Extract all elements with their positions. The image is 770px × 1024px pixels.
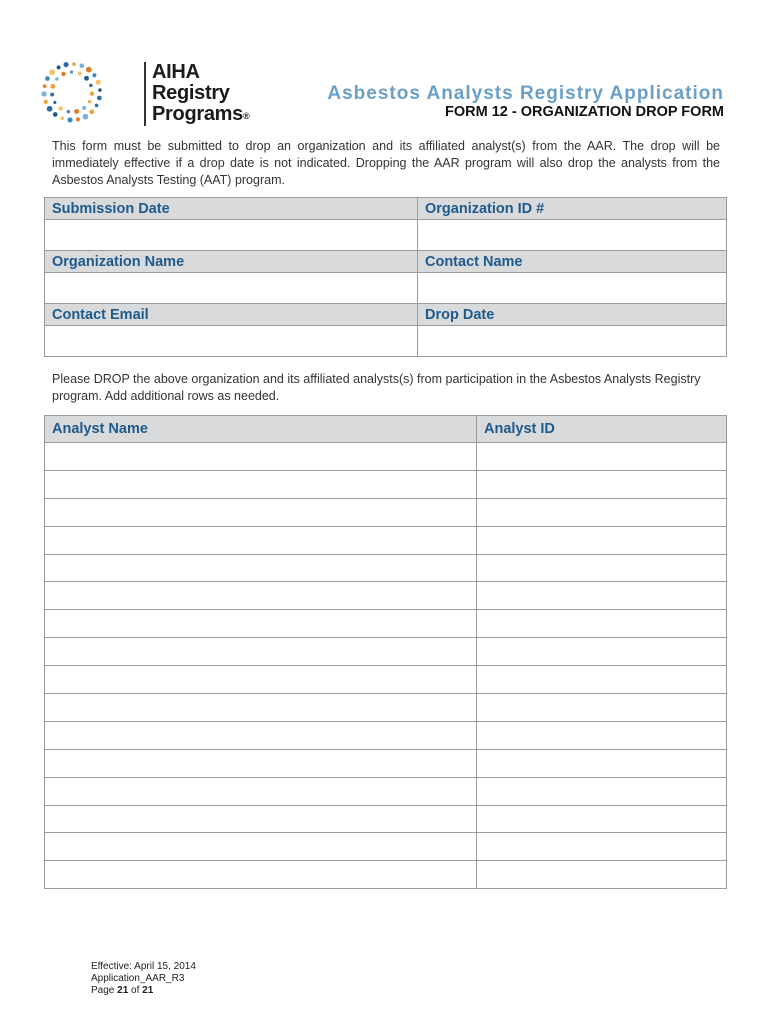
logo-dot — [89, 109, 94, 114]
contact-name-field[interactable] — [418, 273, 727, 304]
table-row — [45, 666, 727, 694]
analyst-id-cell[interactable] — [477, 805, 727, 833]
analyst-name-cell[interactable] — [45, 749, 477, 777]
logo-wordmark — [152, 62, 249, 125]
logo-dot — [53, 112, 58, 117]
analyst-name-cell[interactable] — [45, 833, 477, 861]
analyst-rows — [45, 443, 727, 889]
table-row — [45, 833, 727, 861]
table-row — [45, 777, 727, 805]
analyst-id-cell[interactable] — [477, 721, 727, 749]
table-row — [45, 694, 727, 722]
analyst-id-cell[interactable] — [477, 861, 727, 889]
logo-dot — [43, 84, 47, 88]
logo-dot — [82, 106, 86, 110]
analyst-name-cell[interactable] — [45, 861, 477, 889]
logo-dot — [97, 96, 102, 101]
organization-id-label: Organization ID # — [418, 198, 727, 220]
logo-dot — [41, 91, 46, 96]
contact-email-label: Contact Email — [45, 304, 418, 326]
analyst-id-cell[interactable] — [477, 582, 727, 610]
logo-dot — [67, 117, 72, 122]
table-row — [45, 498, 727, 526]
logo-divider — [144, 62, 146, 126]
logo-dot — [83, 114, 89, 120]
logo-dot — [88, 100, 91, 103]
table-row — [45, 638, 727, 666]
logo-dot — [63, 62, 68, 67]
analyst-id-cell[interactable] — [477, 749, 727, 777]
analyst-name-cell[interactable] — [45, 666, 477, 694]
submission-date-field[interactable] — [45, 220, 418, 251]
intro-paragraph: This form must be submitted to drop an organization and its affiliated analyst(s) from the AAR. The drop will be immediately effective if a drop date is not indicated. Dropping the AAR program will also drop the analysts from the Asbestos Analysts Testing (AAT) program. — [52, 139, 720, 187]
analyst-name-cell[interactable] — [45, 777, 477, 805]
analyst-id-cell[interactable] — [477, 526, 727, 554]
logo-dot — [44, 100, 48, 104]
logo-dot — [76, 117, 80, 121]
table-row — [45, 443, 727, 471]
logo-dot — [70, 70, 73, 73]
analyst-id-cell[interactable] — [477, 610, 727, 638]
logo-dot — [55, 77, 59, 81]
logo-dots-ring-icon — [40, 60, 104, 124]
logo-dot — [79, 63, 84, 68]
logo-dot — [96, 80, 101, 85]
analyst-id-header: Analyst ID — [477, 416, 727, 443]
effective-date: Effective: April 15, 2014 — [91, 961, 196, 972]
analyst-name-cell[interactable] — [45, 694, 477, 722]
table-row — [45, 582, 727, 610]
table-row — [45, 526, 727, 554]
logo-dot — [49, 69, 55, 75]
logo-dot — [60, 116, 64, 120]
analyst-name-cell[interactable] — [45, 470, 477, 498]
analyst-id-cell[interactable] — [477, 638, 727, 666]
logo-dot — [61, 72, 65, 76]
contact-name-label: Contact Name — [418, 251, 727, 273]
table-row — [45, 610, 727, 638]
table-row — [45, 749, 727, 777]
analyst-name-cell[interactable] — [45, 526, 477, 554]
table-row — [45, 554, 727, 582]
drop-date-label: Drop Date — [418, 304, 727, 326]
logo-dot — [86, 67, 92, 73]
analyst-name-cell[interactable] — [45, 498, 477, 526]
logo-dot — [47, 106, 53, 112]
contact-email-field[interactable] — [45, 326, 418, 357]
logo-dot — [98, 88, 102, 92]
logo-line-2: Registry — [152, 82, 230, 104]
logo-dot — [57, 65, 61, 69]
analyst-id-cell[interactable] — [477, 443, 727, 471]
page-footer — [91, 961, 196, 997]
logo-dot — [78, 72, 82, 76]
logo-dot — [67, 110, 71, 114]
logo-dot — [50, 93, 54, 97]
table-row — [45, 861, 727, 889]
analyst-name-cell[interactable] — [45, 638, 477, 666]
analyst-name-cell[interactable] — [45, 443, 477, 471]
analyst-id-cell[interactable] — [477, 833, 727, 861]
page-title: Asbestos Analysts Registry Application — [327, 83, 724, 104]
aiha-logo — [40, 60, 250, 128]
analyst-id-cell[interactable] — [477, 498, 727, 526]
logo-dot — [92, 73, 96, 77]
organization-id-field[interactable] — [418, 220, 727, 251]
drop-date-field[interactable] — [418, 326, 727, 357]
analyst-id-cell[interactable] — [477, 777, 727, 805]
logo-dot — [72, 62, 76, 66]
logo-dot — [95, 104, 99, 108]
organization-info-table — [44, 197, 727, 357]
analyst-name-cell[interactable] — [45, 721, 477, 749]
analyst-name-header: Analyst Name — [45, 416, 477, 443]
logo-dot — [50, 84, 55, 89]
logo-dot — [53, 101, 56, 104]
analyst-name-cell[interactable] — [45, 582, 477, 610]
analyst-name-cell[interactable] — [45, 554, 477, 582]
table-row — [45, 805, 727, 833]
logo-line-1: AIHA — [152, 61, 200, 83]
logo-dot — [45, 76, 50, 81]
submission-date-label: Submission Date — [45, 198, 418, 220]
drop-instructions: Please DROP the above organization and its affiliated analysts(s) from participation in the Asbestos Analysts Registry program. Add additional rows as needed. — [52, 372, 701, 403]
logo-dot — [58, 106, 62, 110]
logo-dot — [84, 76, 89, 81]
logo-dot — [89, 84, 93, 88]
logo-dot — [90, 91, 94, 95]
analyst-id-cell[interactable] — [477, 554, 727, 582]
table-row — [45, 721, 727, 749]
document-id: Application_AAR_R3 — [91, 973, 185, 984]
organization-name-label: Organization Name — [45, 251, 418, 273]
analyst-name-cell[interactable] — [45, 610, 477, 638]
analyst-id-cell[interactable] — [477, 666, 727, 694]
analyst-id-cell[interactable] — [477, 470, 727, 498]
logo-line-3: Programs® — [152, 103, 250, 125]
organization-name-field[interactable] — [45, 273, 418, 304]
analyst-name-cell[interactable] — [45, 805, 477, 833]
analysts-table — [44, 415, 727, 889]
logo-dot — [74, 109, 79, 114]
form-title: FORM 12 - ORGANIZATION DROP FORM — [445, 104, 724, 120]
table-row — [45, 470, 727, 498]
analyst-id-cell[interactable] — [477, 694, 727, 722]
page-number: Page 21 of 21 — [91, 985, 154, 996]
